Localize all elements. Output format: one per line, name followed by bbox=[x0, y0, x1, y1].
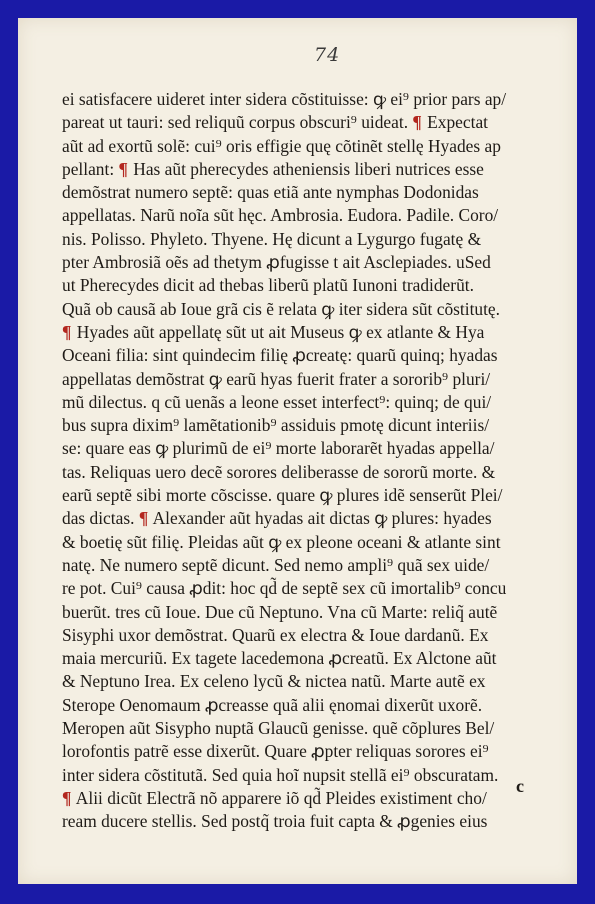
rubric-pilcrow: ¶ bbox=[412, 112, 422, 133]
text-line bbox=[62, 787, 562, 810]
text-line bbox=[62, 624, 562, 647]
line-text: ream ducere stellis. Sed postq̃ troia fuit capta & ꝓgenies eius bbox=[62, 811, 488, 832]
line-text: mũ dilectus. q cũ uenãs a leone esset interfect⁹: quinq; de qui/ bbox=[62, 391, 492, 412]
line-text-tail: Expectat bbox=[427, 112, 489, 133]
text-line bbox=[62, 461, 562, 484]
text-line bbox=[62, 670, 562, 693]
text-line bbox=[62, 810, 562, 833]
text-line bbox=[62, 204, 562, 227]
text-line bbox=[62, 601, 562, 624]
line-text: se: quare eas ꝙ plurimũ de ei⁹ morte laborarẽt hyadas appella/ bbox=[62, 438, 495, 459]
line-text: pareat ut tauri: sed reliquũ corpus obscuri⁹ uideat. bbox=[62, 112, 409, 133]
rubric-pilcrow: ¶ bbox=[62, 787, 72, 808]
line-text: appellatas. Narũ noĩa sũt hęc. Ambrosia. Eudora. Padile. Coro/ bbox=[62, 205, 499, 226]
text-line bbox=[62, 577, 562, 600]
line-text: nis. Polisso. Phyleto. Thyene. Hę dicunt a Lygurgo fugatę & bbox=[62, 228, 482, 249]
text-block bbox=[62, 88, 562, 834]
text-line bbox=[62, 507, 562, 530]
rubric-pilcrow: ¶ bbox=[62, 321, 72, 342]
line-text: maia mercuriũ. Ex tagete lacedemona ꝓcreatũ. Ex Alctone aũt bbox=[62, 648, 497, 669]
line-text: earũ septẽ sibi morte cõscisse. quare ꝙ plures idẽ senserũt Plei/ bbox=[62, 485, 503, 506]
line-text: tas. Reliquas uero decẽ sorores deliberasse de sororũ morte. & bbox=[62, 461, 496, 482]
text-line bbox=[62, 531, 562, 554]
text-line bbox=[62, 135, 562, 158]
text-line bbox=[62, 274, 562, 297]
text-line bbox=[62, 437, 562, 460]
line-text: ei satisfacere uideret inter sidera cõstituisse: ꝙ ei⁹ prior pars ap/ bbox=[62, 89, 507, 109]
line-text: Sisyphi uxor demõstrat. Quarũ ex electra & Ioue dardanũ. Ex bbox=[62, 624, 489, 645]
text-line bbox=[62, 181, 562, 204]
line-text: Quã ob causã ab Ioue grã cis ẽ relata ꝙ iter sidera sũt cõstitutę. bbox=[62, 298, 500, 319]
line-text-tail: Alexander aũt hyadas ait dictas ꝙ plures: hyades bbox=[152, 508, 492, 529]
text-line bbox=[62, 414, 562, 437]
text-line bbox=[62, 321, 562, 344]
line-text: & Neptuno Irea. Ex celeno lycũ & nictea natũ. Marte autẽ ex bbox=[62, 671, 486, 692]
line-text-tail: Has aũt pherecydes atheniensis liberi nutrices esse bbox=[133, 158, 484, 179]
line-text: lorofontis patrẽ esse dixerũt. Quare ꝓpter reliquas sorores ei⁹ bbox=[62, 741, 489, 762]
line-text: appellatas demõstrat ꝙ earũ hyas fuerit frater a sororib⁹ pluri/ bbox=[62, 368, 491, 389]
rubric-pilcrow: ¶ bbox=[118, 158, 128, 179]
text-line bbox=[62, 647, 562, 670]
line-text: aũt ad exortũ solẽ: cui⁹ oris effigie quę cõtinẽt stellę Hyades ap bbox=[62, 135, 501, 156]
line-text-tail: Alii dicũt Electrã nõ apparere iõ qd̃ Pleides existiment cho/ bbox=[75, 787, 487, 808]
text-line bbox=[62, 368, 562, 391]
text-line bbox=[62, 717, 562, 740]
line-text: pter Ambrosiã oẽs ad thetym ꝓfugisse t ait Asclepiades. uSed bbox=[62, 252, 491, 273]
text-line bbox=[62, 484, 562, 507]
text-line bbox=[62, 111, 562, 134]
signature-mark: c bbox=[516, 776, 524, 796]
text-line bbox=[62, 554, 562, 577]
line-text: bus supra dixim⁹ lamẽtationib⁹ assiduis pmotę dicunt interiis/ bbox=[62, 415, 490, 436]
line-text: demõstrat numero septẽ: quas etiã ante nymphas Dodonidas bbox=[62, 182, 479, 203]
text-line bbox=[62, 740, 562, 763]
line-text: inter sidera cõstitutã. Sed quia hoĩ nupsit stellã ei⁹ obscuratam. bbox=[62, 764, 499, 785]
book-page bbox=[18, 18, 577, 884]
line-text: Meropen aũt Sisypho nuptã Glaucũ genisse. quẽ cõplures Bel/ bbox=[62, 718, 495, 739]
rubric-pilcrow: ¶ bbox=[138, 508, 149, 529]
line-text: das dictas. bbox=[62, 508, 135, 529]
line-text: pellant: bbox=[62, 158, 115, 179]
text-line bbox=[62, 391, 562, 414]
text-line bbox=[62, 344, 562, 367]
text-line bbox=[62, 88, 562, 111]
line-text: ut Pherecydes dicit ad thebas liberũ platũ Iunoni tradiderũt. bbox=[62, 275, 474, 296]
text-line bbox=[62, 298, 562, 321]
text-line bbox=[62, 764, 562, 787]
line-text: re pot. Cui⁹ causa ꝓdit: hoc qd̃ de septẽ sex cũ imortalib⁹ concu bbox=[62, 578, 507, 599]
text-line bbox=[62, 158, 562, 181]
line-text: Sterope Oenomaum ꝓcreasse quã alii ęnomai dixerũt uxorẽ. bbox=[62, 694, 483, 715]
text-line bbox=[62, 228, 562, 251]
folio-number: 74 bbox=[314, 44, 341, 66]
text-line bbox=[62, 694, 562, 717]
line-text: Oceani filia: sint quindecim filię ꝓcreatę: quarũ quinq; hyadas bbox=[62, 345, 498, 366]
text-line bbox=[62, 251, 562, 274]
line-text-tail: Hyades aũt appellatę sũt ut ait Museus ꝙ ex atlante & Hya bbox=[76, 321, 485, 342]
line-text: & boetię sũt filię. Pleidas aũt ꝙ ex pleone oceani & atlante sint bbox=[62, 531, 501, 552]
line-text: natę. Ne numero septẽ dicunt. Sed nemo ampli⁹ quã sex uide/ bbox=[62, 554, 490, 575]
line-text: buerũt. tres cũ Ioue. Due cũ Neptuno. Vna cũ Marte: reliq̃ autẽ bbox=[62, 601, 498, 622]
